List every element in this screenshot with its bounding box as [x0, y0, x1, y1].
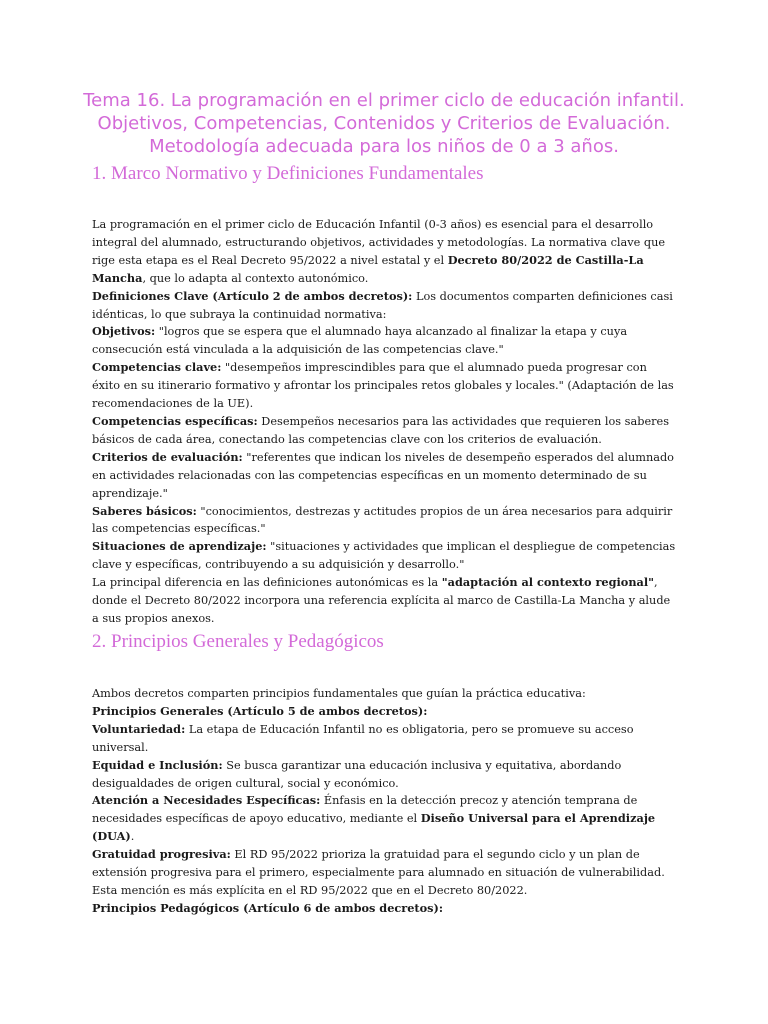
paragraph-line: recomendaciones de la UE).: [92, 397, 254, 411]
paragraph-line: Esta mención es más explícita en el RD 95/2022 que en el Decreto 80/2022.: [92, 883, 528, 897]
paragraph-line: [92, 574, 692, 592]
paragraph-line: La programación en el primer ciclo de Educación Infantil (0-3 años) es esencial para el desarrollo: [92, 218, 654, 231]
principle-atencion: [92, 792, 692, 810]
definition-competencias-especificas: [92, 413, 692, 431]
text: "conocimientos, destrezas y actitudes propios de un área necesarios para adquirir: [196, 504, 673, 518]
paragraph-line: desigualdades de origen cultural, social y económico.: [92, 776, 399, 790]
term: Situaciones de aprendizaje:: [92, 539, 267, 554]
text: La principal diferencia en las definiciones autonómicas es la: [92, 576, 442, 590]
paragraph-line: clave y específicas, contribuyendo a su adquisición y desarrollo.": [92, 558, 465, 572]
text: Los documentos comparten definiciones casi: [412, 289, 673, 303]
bold-text: "adaptación al contexto regional": [441, 575, 655, 590]
paragraph-line: consecución está vinculada a la adquisición de las competencias clave.": [92, 343, 504, 357]
paragraph-line: aprendizaje.": [92, 486, 168, 500]
definition-objetivos: [92, 323, 692, 341]
text: "logros que se espera que el alumnado haya alcanzado al finalizar la etapa y cuya: [155, 325, 628, 339]
paragraph-line: universal.: [92, 740, 149, 754]
paragraph-line: en actividades relacionadas con las competencias específicas en un momento determinado de su: [92, 468, 647, 482]
paragraph-line: las competencias específicas.": [92, 522, 266, 536]
text: necesidades específicas de apoyo educativo, mediante el: [92, 812, 421, 826]
principle-gratuidad: [92, 846, 692, 864]
text: ,: [654, 576, 658, 590]
text: Desempeños necesarios para las actividades que requieren los saberes: [257, 414, 670, 428]
bold-text: Principios Generales (Artículo 5 de ambos decretos):: [92, 703, 428, 718]
subheading-principios-generales: [92, 703, 692, 721]
text: Énfasis en la detección precoz y atención temprana de: [320, 794, 638, 808]
text: El RD 95/2022 prioriza la gratuidad para el segundo ciclo y un plan de: [230, 848, 640, 862]
term: Competencias específicas:: [92, 413, 258, 428]
section-1-heading: 1. Marco Normativo y Definiciones Fundamentales: [92, 163, 484, 184]
definitions-label: Definiciones Clave (Artículo 2 de ambos decretos):: [92, 288, 413, 303]
paragraph-line: donde el Decreto 80/2022 incorpora una referencia explícita al marco de Castilla-La Mancha y alude: [92, 594, 671, 608]
term: Objetivos:: [92, 324, 156, 339]
section-2-heading: 2. Principios Generales y Pedagógicos: [92, 631, 384, 652]
term: Saberes básicos:: [92, 503, 197, 518]
title-line: Tema 16. La programación en el primer ciclo de educación infantil.: [83, 90, 685, 111]
paragraph-line: [92, 828, 692, 846]
paragraph-line: Ambos decretos comparten principios fundamentales que guían la práctica educativa:: [92, 687, 586, 700]
bold-text: Decreto 80/2022 de Castilla-La: [447, 252, 644, 267]
bold-text: Diseño Universal para el Aprendizaje: [420, 811, 656, 826]
text: "situaciones y actividades que implican el despliegue de competencias: [266, 540, 676, 554]
section-1-body: [92, 216, 692, 628]
definition-saberes: [92, 503, 692, 521]
paragraph-line: básicos de cada área, conectando las competencias clave con los criterios de evaluación.: [92, 432, 602, 446]
term: Voluntariedad:: [92, 721, 186, 736]
document-title: [60, 89, 708, 158]
paragraph-line: extensión progresiva para el primero, especialmente para alumnado en situación de vulnerabilidad.: [92, 866, 665, 880]
term: Gratuidad progresiva:: [92, 847, 231, 862]
term: Competencias clave:: [92, 360, 222, 375]
principle-voluntariedad: [92, 721, 692, 739]
paragraph-line: [92, 270, 692, 288]
bold-text: Mancha: [92, 270, 143, 285]
text: , que lo adapta al contexto autonómico.: [142, 271, 369, 285]
paragraph-line: [92, 810, 692, 828]
definitions-heading-line: [92, 288, 692, 306]
section-2-body: [92, 685, 692, 918]
definition-competencias-clave: [92, 359, 692, 377]
text: Se busca garantizar una educación inclusiva y equitativa, abordando: [222, 758, 622, 772]
paragraph-line: a sus propios anexos.: [92, 611, 215, 625]
text: La etapa de Educación Infantil no es obligatoria, pero se promueve su acceso: [185, 722, 634, 736]
paragraph-line: integral del alumnado, estructurando objetivos, actividades y metodologías. La normativa clave que: [92, 235, 666, 249]
paragraph-line: [92, 252, 692, 270]
principle-equidad: [92, 757, 692, 775]
term: Equidad e Inclusión:: [92, 757, 223, 772]
paragraph-line: idénticas, lo que subraya la continuidad normativa:: [92, 307, 387, 321]
term: Criterios de evaluación:: [92, 449, 243, 464]
text: .: [130, 830, 135, 844]
title-line: Objetivos, Competencias, Contenidos y Criterios de Evaluación.: [97, 113, 671, 134]
text: "desempeños imprescindibles para que el alumnado pueda progresar con: [221, 361, 647, 375]
bold-text: Principios Pedagógicos (Artículo 6 de ambos decretos):: [92, 900, 444, 915]
definition-situaciones: [92, 538, 692, 556]
text: rige esta etapa es el Real Decreto 95/2022 a nivel estatal y el: [92, 253, 448, 267]
subheading-principios-pedagogicos: [92, 900, 692, 918]
bold-text: (DUA): [92, 829, 131, 844]
text: "referentes que indican los niveles de desempeño esperados del alumnado: [242, 450, 674, 464]
term: Atención a Necesidades Específicas:: [92, 793, 321, 808]
definition-criterios: [92, 449, 692, 467]
title-line: Metodología adecuada para los niños de 0 a 3 años.: [149, 136, 619, 157]
paragraph-line: éxito en su itinerario formativo y afrontar los principales retos globales y locales." (Adaptación de las: [92, 379, 674, 393]
